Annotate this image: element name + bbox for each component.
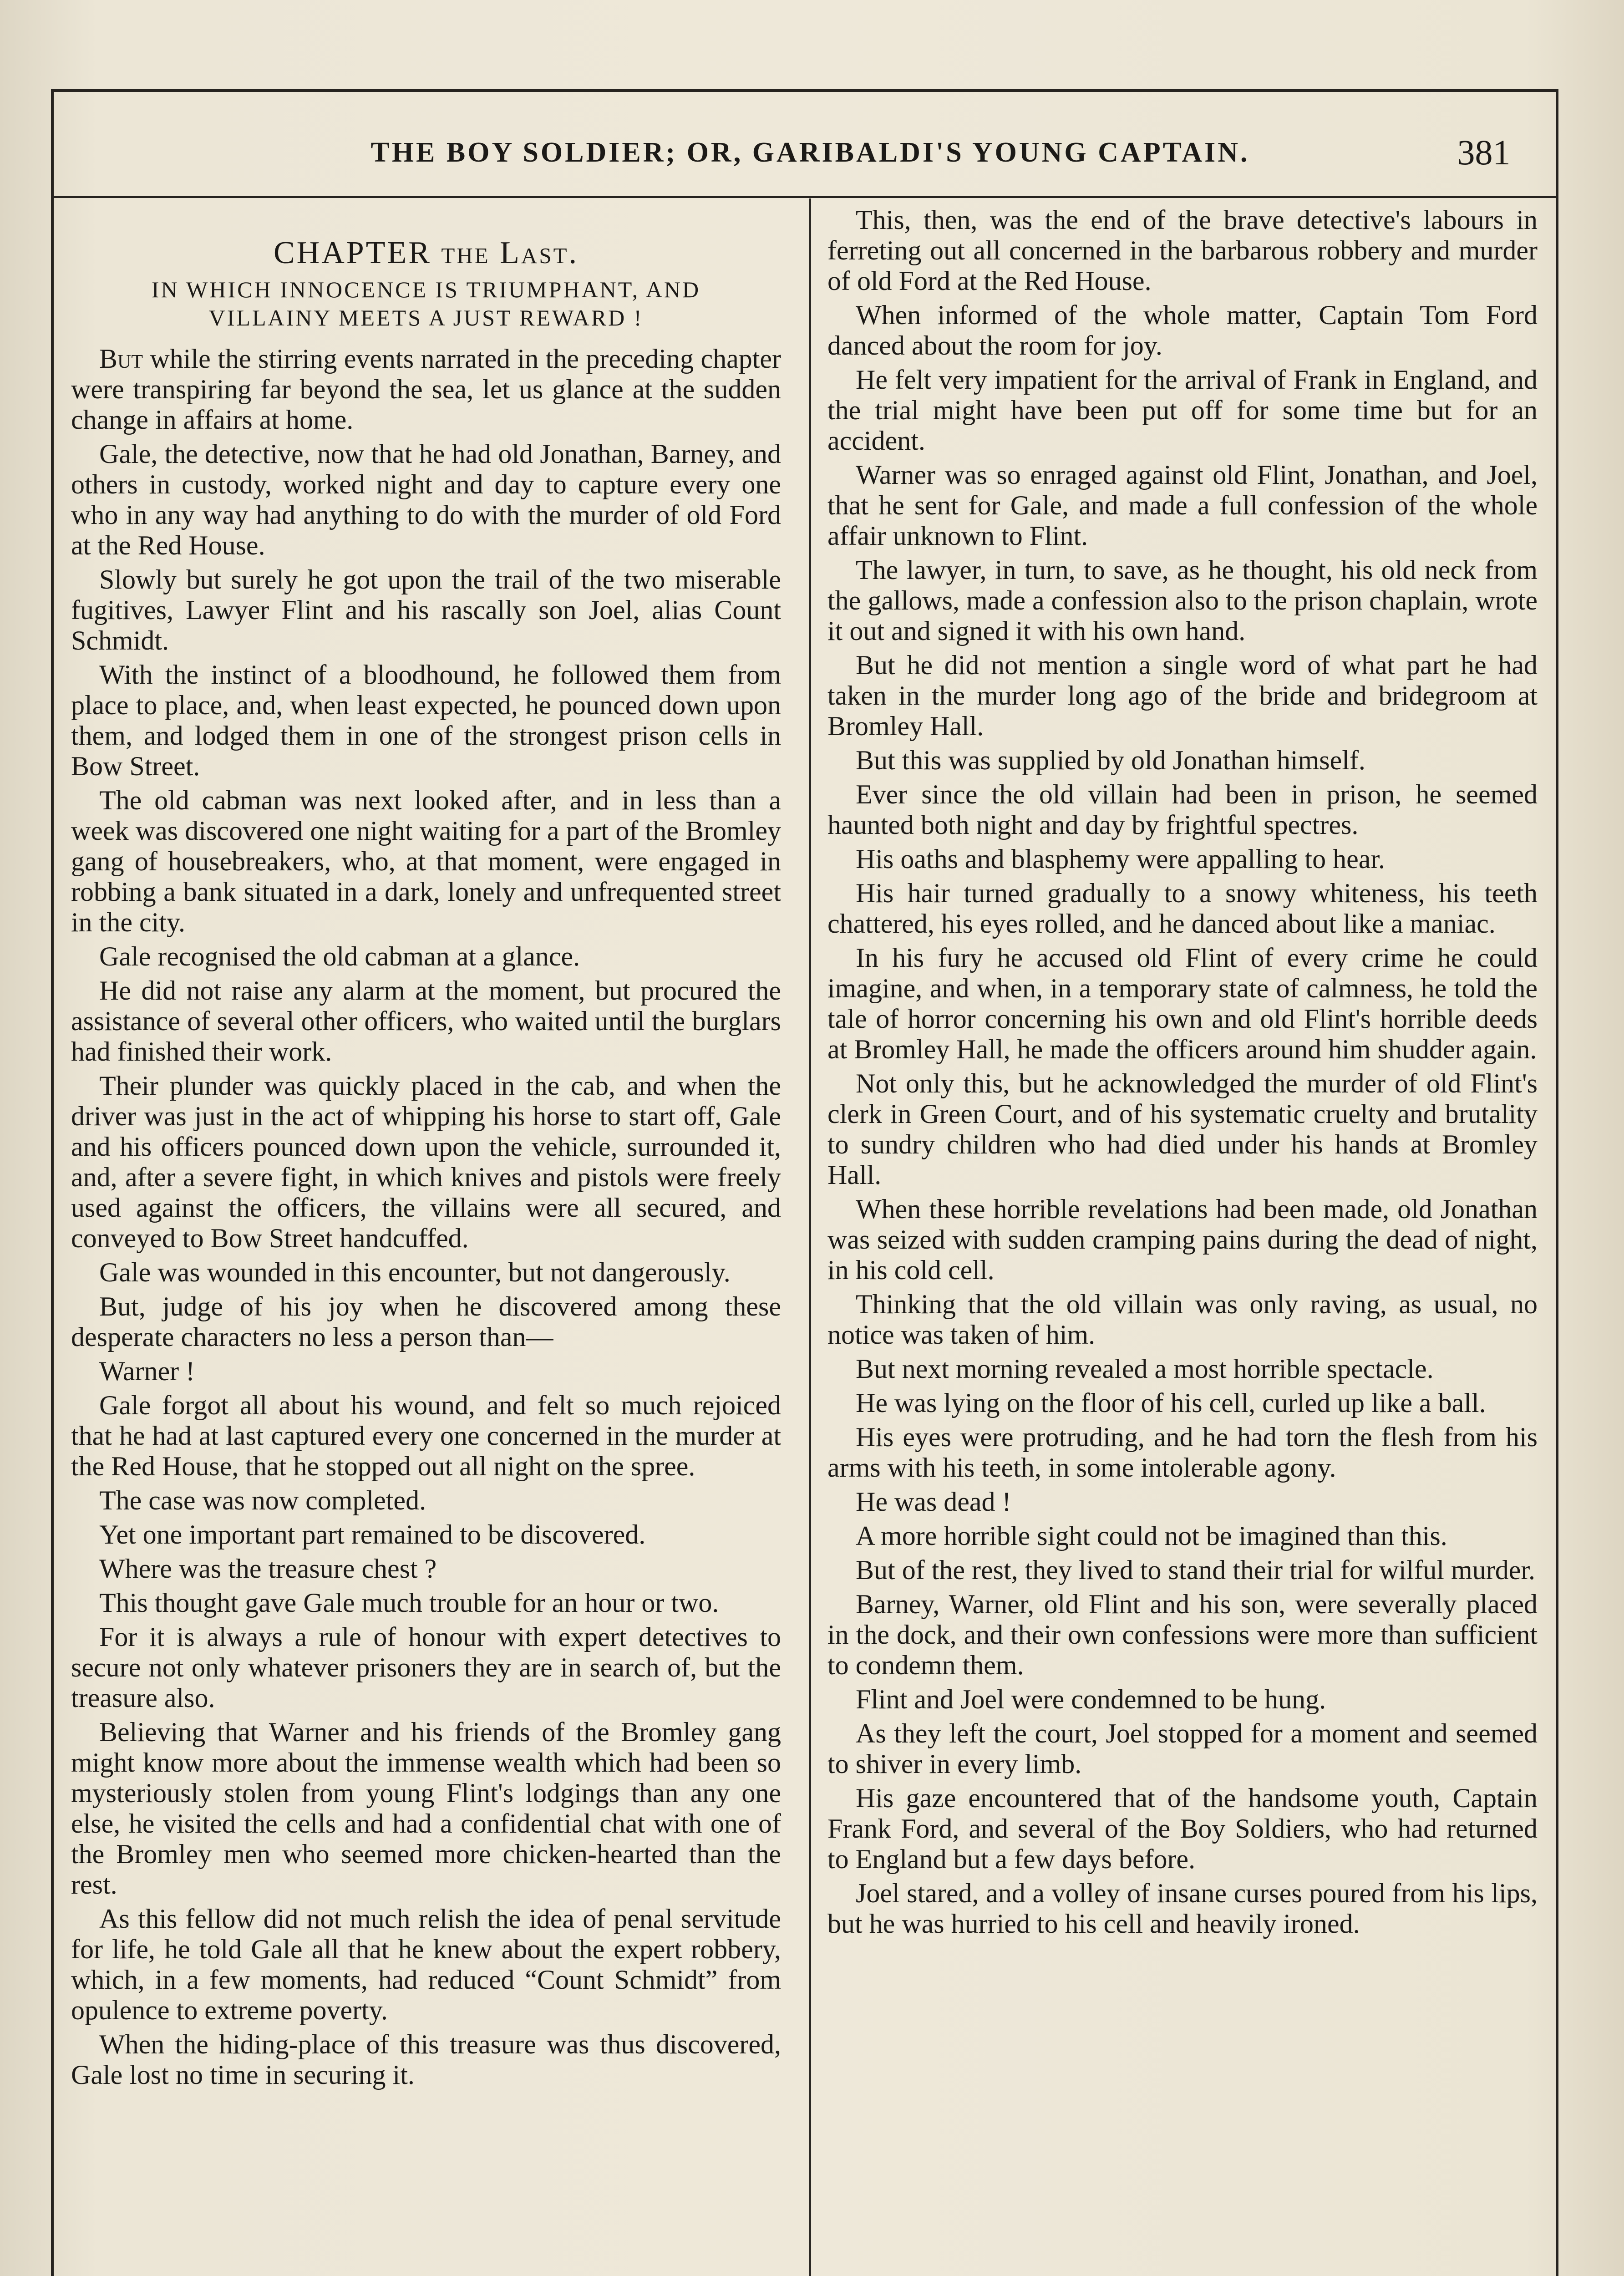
paragraph: He was dead !	[856, 1487, 1011, 1517]
paragraph: But, judge of his joy when he discovered among these desperate characters no less a person than—	[71, 1291, 781, 1352]
right-column	[827, 205, 1538, 1943]
left-column	[71, 205, 781, 2094]
opening-text: while the stirring events narrated in the preceding chapter were transpiring far beyond the sea, let us glance at the sudden change in affairs at home.	[71, 344, 781, 435]
paragraph: The lawyer, in turn, to save, as he thought, his old neck from the gallows, made a confession also to the prison chaplain, wrote it out and signed it with his own hand.	[827, 555, 1538, 646]
paragraph: This thought gave Gale much trouble for an hour or two.	[99, 1588, 719, 1618]
right-paragraphs	[827, 205, 1538, 1939]
paragraph: Gale recognised the old cabman at a glance.	[99, 941, 580, 971]
header-rule	[54, 196, 1556, 198]
paragraph: Thinking that the old villain was only raving, as usual, no notice was taken of him.	[827, 1289, 1538, 1350]
chapter-title	[71, 235, 781, 270]
paragraph: His oaths and blasphemy were appalling to hear.	[856, 844, 1385, 874]
left-paragraphs	[71, 439, 781, 2090]
paragraph: Gale forgot all about his wound, and felt so much rejoiced that he had at last captured every one concerned in the murder at the Red House, that he stopped out all night on the spree.	[71, 1390, 781, 1481]
paragraph: Barney, Warner, old Flint and his son, were severally placed in the dock, and their own confessions were more than sufficient to condemn them.	[827, 1589, 1538, 1680]
paragraph: When these horrible revelations had been made, old Jonathan was seized with sudden cramping pains during the dead of night, in his cold cell.	[827, 1194, 1538, 1285]
paragraph: Slowly but surely he got upon the trail of the two miserable fugitives, Lawyer Flint and his rascally son Joel, alias Count Schmidt.	[71, 564, 781, 655]
paragraph: Gale, the detective, now that he had old Jonathan, Barney, and others in custody, worked night and day to capture every one who in any way had anything to do with the murder of old Ford at the Red House.	[71, 439, 781, 560]
paragraph: Yet one important part remained to be discovered.	[99, 1519, 646, 1550]
paragraph: Ever since the old villain had been in prison, he seemed haunted both night and day by frightful spectres.	[827, 779, 1538, 840]
paragraph: Gale was wounded in this encounter, but not dangerously.	[99, 1257, 731, 1287]
column-divider	[809, 198, 811, 2276]
paragraph: Warner was so enraged against old Flint, Jonathan, and Joel, that he sent for Gale, and made a full confession of the whole affair unknown to Flint.	[827, 460, 1538, 551]
paragraph: Not only this, but he acknowledged the murder of old Flint's clerk in Green Court, and of his systematic cruelty and brutality to sundry children who had died under his hands at Bromley Hall.	[827, 1068, 1538, 1190]
paragraph: He was lying on the floor of his cell, curled up like a ball.	[856, 1388, 1486, 1418]
chapter-subtitle: IN WHICH INNOCENCE IS TRIUMPHANT, AND VILLAINY MEETS A JUST REWARD !	[151, 277, 701, 330]
paragraph: When informed of the whole matter, Captain Tom Ford danced about the room for joy.	[827, 300, 1538, 361]
paragraph: With the instinct of a bloodhound, he followed them from place to place, and, when least expected, he pounced down upon them, and lodged them in one of the strongest prison cells in Bow Street.	[71, 660, 781, 781]
paragraph: His gaze encountered that of the handsome youth, Captain Frank Ford, and several of the Boy Soldiers, who had returned to England but a few days before.	[827, 1783, 1538, 1874]
paragraph: In his fury he accused old Flint of every crime he could imagine, and when, in a temporary state of calmness, he told the tale of horror concerning his own and old Flint's horrible deeds at Bromley Hall, he made the officers around him shudder again.	[827, 943, 1538, 1064]
paragraph: Where was the treasure chest ?	[99, 1554, 437, 1584]
paragraph: His hair turned gradually to a snowy whiteness, his teeth chattered, his eyes rolled, and he danced about like a maniac.	[827, 878, 1538, 939]
paragraph: His eyes were protruding, and he had torn the flesh from his arms with his teeth, in some intolerable agony.	[827, 1422, 1538, 1483]
paragraph: But next morning revealed a most horrible spectacle.	[856, 1354, 1434, 1384]
paragraph: Flint and Joel were condemned to be hung.	[856, 1684, 1326, 1714]
paragraph: But this was supplied by old Jonathan himself.	[856, 745, 1365, 775]
paragraph: But of the rest, they lived to stand their trial for wilful murder.	[856, 1555, 1535, 1585]
opening-word: But	[99, 344, 143, 374]
paragraph: The case was now completed.	[99, 1485, 426, 1515]
paragraph: Believing that Warner and his friends of the Bromley gang might know more about the immense wealth which had been so mysteriously stolen from young Flint's lodgings than any one else, he visited the cells and had a confidential chat with one of the Bromley men who seemed more chicken-hearted than the rest.	[71, 1717, 781, 1900]
page-number: 381	[1457, 132, 1511, 172]
paragraph: For it is always a rule of honour with expert detectives to secure not only whatever prisoners they are in search of, but the treasure also.	[71, 1622, 781, 1713]
paragraph: He did not raise any alarm at the moment, but procured the assistance of several other officers, who waited until the burglars had finished their work.	[71, 975, 781, 1067]
paragraph: Their plunder was quickly placed in the cab, and when the driver was just in the act of whipping his horse to start off, Gale and his officers pounced down upon the vehicle, surrounded it, and, after a severe fight, in which knives and pistols were freely used against the officers, the villains were all secured, and conveyed to Bow Street handcuffed.	[71, 1071, 781, 1253]
running-title: THE BOY SOLDIER; OR, GARIBALDI'S YOUNG CAPTAIN.	[370, 137, 1250, 168]
paragraph: When the hiding-place of this treasure was thus discovered, Gale lost no time in securing it.	[71, 2029, 781, 2090]
paragraph: Joel stared, and a volley of insane curses poured from his lips, but he was hurried to his cell and heavily ironed.	[827, 1878, 1538, 1939]
opening-paragraph	[71, 344, 781, 435]
paragraph: As this fellow did not much relish the idea of penal servitude for life, he told Gale all that he knew about the expert robbery, which, in a few moments, had reduced “Count Schmidt” from opulence to extreme poverty.	[71, 1904, 781, 2025]
paragraph: This, then, was the end of the brave detective's labours in ferreting out all concerned in the barbarous robbery and murder of old Ford at the Red House.	[827, 205, 1538, 296]
chapter-title-rest: the Last.	[441, 235, 579, 270]
paragraph: As they left the court, Joel stopped for a moment and seemed to shiver in every limb.	[827, 1718, 1538, 1779]
paragraph: He felt very impatient for the arrival of Frank in England, and the trial might have been put off for some time but for an accident.	[827, 365, 1538, 456]
chapter-title-word: CHAPTER	[273, 235, 431, 270]
paragraph: But he did not mention a single word of what part he had taken in the murder long ago of the bride and bridegroom at Bromley Hall.	[827, 650, 1538, 741]
paragraph: A more horrible sight could not be imagined than this.	[856, 1521, 1447, 1551]
paragraph: Warner !	[99, 1356, 195, 1386]
paragraph: The old cabman was next looked after, and in less than a week was discovered one night waiting for a part of the Bromley gang of housebreakers, who, at that moment, were engaged in robbing a bank situated in a dark, lonely and unfrequented street in the city.	[71, 785, 781, 937]
